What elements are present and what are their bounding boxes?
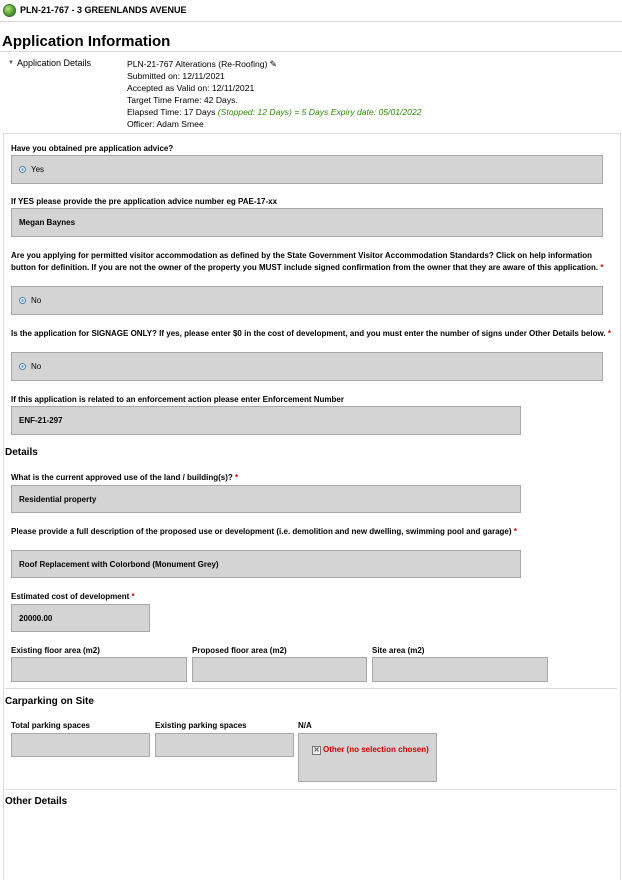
elapsed-time: Elapsed Time: 17 Days (Stopped: 12 Days) = 5 Days Expiry date: 05/01/2022 [127, 107, 422, 118]
q-enforcement-number: If this application is related to an enforcement action please enter Enforcement Number [11, 395, 344, 404]
required-marker: * [235, 473, 239, 482]
existing-parking-label: Existing parking spaces [155, 721, 247, 730]
q-pre-application-number: If YES please provide the pre application advice number eg PAE-17-xx [11, 197, 278, 206]
estimated-cost-field[interactable]: 20000.00 [11, 604, 150, 632]
header-bar [0, 0, 622, 20]
globe-icon [3, 4, 16, 17]
q-pre-application-advice: Have you obtained pre application advice? [11, 144, 174, 153]
na-label: N/A [298, 721, 312, 730]
site-area-field[interactable] [372, 657, 548, 682]
pre-application-advice-field[interactable] [11, 155, 603, 184]
application-details-toggle[interactable] [8, 58, 91, 68]
q-visitor-accommodation: Are you applying for permitted visitor accommodation as defined by the State Government Visitor Accommodation Standards? Click on help information button for definition. If you are not the owner of the property you MUST include signed confirmation from the owner that they are aware of this application. * [11, 251, 604, 272]
q-signage-only: Is the application for SIGNAGE ONLY? If yes, please enter $0 in the cost of development, and you must enter the number of signs under Other Details below. * [11, 329, 611, 338]
required-marker: * [600, 263, 604, 272]
signage-only-field[interactable] [11, 352, 603, 381]
pre-application-number-field[interactable]: Megan Baynes [11, 208, 603, 237]
existing-floor-area-label: Existing floor area (m2) [11, 646, 100, 655]
other-details-heading: Other Details [5, 796, 68, 807]
pre-application-advice-value: Yes [31, 165, 45, 174]
q-estimated-cost: Estimated cost of development * [11, 592, 135, 601]
details-heading: Details [5, 447, 38, 458]
pencil-edit-icon[interactable]: ✎ [269, 59, 277, 69]
required-marker: * [131, 592, 135, 601]
radio-selected-icon [19, 363, 26, 370]
site-area-label: Site area (m2) [372, 646, 425, 655]
target-time-frame: Target Time Frame: 42 Days. [127, 95, 238, 106]
visitor-accommodation-field[interactable] [11, 286, 603, 315]
required-marker: * [607, 329, 611, 338]
proposed-description-field[interactable]: Roof Replacement with Colorbond (Monument Grey) [11, 550, 521, 578]
existing-floor-area-field[interactable] [11, 657, 187, 682]
divider [5, 688, 617, 689]
officer: Officer: Adam Smee [127, 119, 204, 130]
radio-selected-icon [19, 297, 26, 304]
enforcement-number-field[interactable]: ENF-21-297 [11, 406, 521, 435]
q-current-use: What is the current approved use of the land / building(s)? * [11, 473, 239, 482]
submitted-date: Submitted on: 12/11/2021 [127, 71, 225, 82]
na-field[interactable] [298, 733, 437, 782]
radio-selected-icon [19, 166, 26, 173]
current-use-field[interactable]: Residential property [11, 485, 521, 513]
application-details-label: Application Details [16, 58, 91, 68]
stopped-time: (Stopped: 12 Days) = 5 Days Expiry date: 05/01/2022 [217, 107, 422, 118]
proposed-floor-area-field[interactable] [192, 657, 367, 682]
application-header-title: PLN-21-767 - 3 GREENLANDS AVENUE [20, 5, 187, 15]
proposed-floor-area-label: Proposed floor area (m2) [192, 646, 287, 655]
application-details-info [127, 58, 422, 131]
required-marker: * [513, 527, 517, 536]
accepted-date: Accepted as Valid on: 12/11/2021 [127, 83, 255, 94]
visitor-accommodation-value: No [31, 296, 42, 305]
page-title: Application Information [2, 33, 171, 50]
divider [0, 21, 622, 22]
signage-only-value: No [31, 362, 42, 371]
total-parking-label: Total parking spaces [11, 721, 90, 730]
divider [5, 789, 617, 790]
divider [0, 51, 622, 52]
total-parking-field[interactable] [11, 733, 150, 757]
q-proposed-description: Please provide a full description of the proposed use or development (i.e. demolition and new dwelling, swimming pool and garage) * [11, 527, 517, 536]
carparking-heading: Carparking on Site [5, 696, 94, 707]
application-summary: PLN-21-767 Alterations (Re-Roofing) [127, 59, 268, 69]
na-value: Other (no selection chosen) [323, 745, 429, 754]
checkbox-x-icon[interactable]: ✕ [313, 747, 320, 754]
collapse-triangle-icon: ▼ [8, 60, 14, 66]
existing-parking-field[interactable] [155, 733, 294, 757]
